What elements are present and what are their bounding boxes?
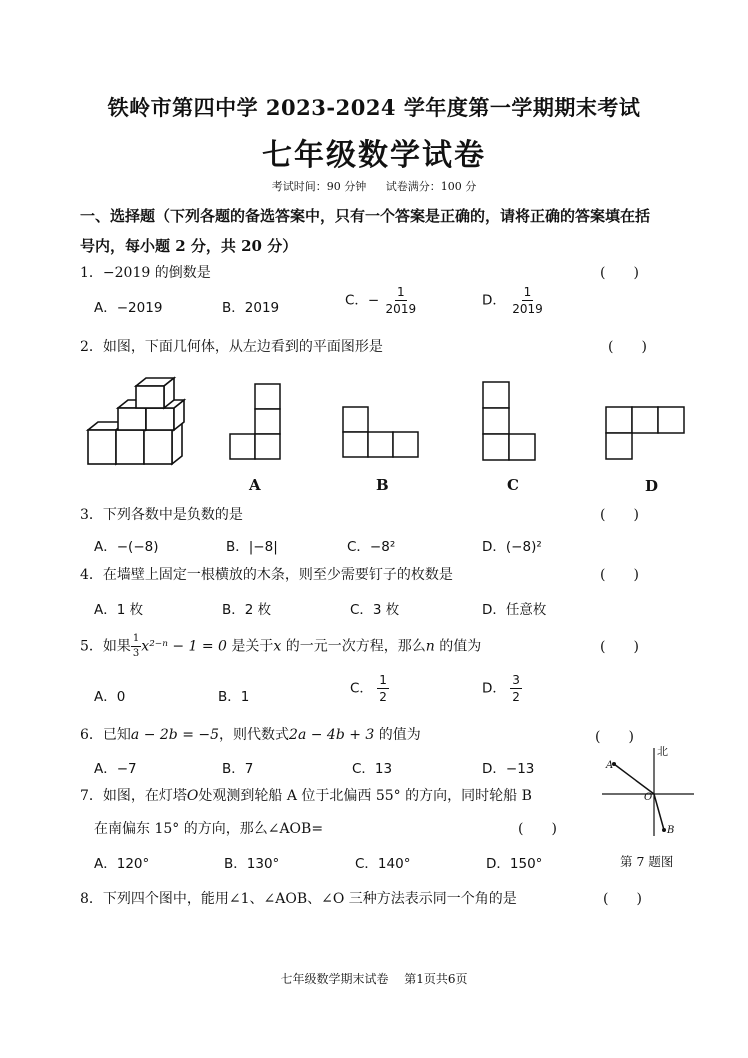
- q5-option-c-fraction: [377, 674, 389, 703]
- q7-figure-label-a: A: [606, 760, 614, 771]
- fraction-denominator: 3: [132, 648, 140, 659]
- exam-score: 试卷满分：100 分: [385, 180, 477, 193]
- q2-option-c-figure[interactable]: [481, 380, 541, 466]
- question-6-text: [80, 724, 421, 744]
- q4-option-d[interactable]: D．任意枚: [482, 602, 547, 618]
- q1-option-d[interactable]: [482, 286, 545, 315]
- q5-post: 的值为: [434, 638, 482, 655]
- answer-paren-3[interactable]: ( ): [600, 507, 639, 523]
- q7-var-o: O: [186, 788, 199, 804]
- q2-label-b: B: [376, 476, 389, 494]
- answer-paren-8[interactable]: ( ): [603, 891, 642, 907]
- question-1-text: 1．−2019 的倒数是: [80, 265, 211, 281]
- q1-option-c[interactable]: [345, 286, 418, 315]
- q5-option-c[interactable]: [350, 674, 389, 703]
- fraction-denominator: 2: [512, 690, 520, 704]
- cube: [136, 378, 174, 408]
- q5-option-c-prefix: C．: [350, 680, 373, 697]
- q6-post: 的值为: [374, 727, 421, 743]
- fraction-denominator: 2019: [512, 302, 543, 316]
- answer-paren-2[interactable]: ( ): [608, 339, 647, 355]
- cube: [116, 430, 144, 464]
- q6-equation: a − 2b = −5: [130, 727, 220, 743]
- q6-mid: ，则代数式: [219, 727, 290, 743]
- exam-school-title: 铁岭市第四中学 2023-2024 学年度第一学期期末考试: [107, 95, 641, 120]
- fraction-numerator: 1: [379, 673, 387, 687]
- q5-mid2: 的一元一次方程，那么: [281, 638, 426, 655]
- question-4-text: 4．在墙壁上固定一根横放的木条，则至少需要钉子的枚数是: [80, 567, 453, 583]
- section-heading-line2: 号内，每小题 2 分，共 20 分）: [80, 237, 298, 255]
- fraction-numerator: 1: [131, 634, 141, 647]
- q7-figure-label-o: O: [644, 792, 653, 803]
- q5-equation: x²⁻ⁿ − 1 = 0: [141, 638, 227, 655]
- q2-option-b-figure[interactable]: [341, 405, 423, 465]
- fraction-denominator: 2019: [385, 302, 417, 316]
- q7-line1-pre: 7．如图，在灯塔: [80, 788, 187, 804]
- question-7-line2: 在南偏东 15° 的方向，那么∠AOB=: [94, 821, 324, 837]
- q2-label-d: D: [645, 477, 659, 495]
- q2-option-a-figure[interactable]: [228, 382, 284, 466]
- fraction-numerator: 1: [523, 285, 532, 299]
- q6-pre: 6．已知: [80, 727, 131, 743]
- q5-var-n: n: [425, 638, 435, 655]
- q6-option-c[interactable]: C．13: [352, 761, 393, 777]
- answer-paren-4[interactable]: ( ): [600, 567, 639, 583]
- question-2-text: 2．如图，下面几何体，从左边看到的平面图形是: [80, 339, 383, 355]
- q3-option-c[interactable]: C．−8²: [347, 539, 396, 555]
- q3-option-b[interactable]: B．|−8|: [226, 539, 278, 555]
- q3-option-a[interactable]: A．−(−8): [94, 539, 159, 555]
- exam-paper-title: 七年级数学试卷: [262, 138, 486, 173]
- answer-paren-5[interactable]: ( ): [600, 639, 639, 655]
- q4-option-c[interactable]: C．3 枚: [350, 602, 400, 618]
- q1-option-d-fraction: [510, 286, 545, 315]
- question-5-text: [80, 634, 481, 659]
- q6-option-a[interactable]: A．−7: [94, 761, 137, 777]
- q1-option-c-fraction: [384, 286, 419, 315]
- q1-option-d-prefix: D．: [482, 292, 506, 309]
- question-8-text: 8．下列四个图中，能用∠1、∠AOB、∠O 三种方法表示同一个角的是: [80, 891, 517, 907]
- fraction-numerator: 1: [397, 285, 405, 299]
- answer-paren-1[interactable]: ( ): [600, 265, 639, 281]
- q5-option-d-fraction: [510, 674, 522, 703]
- q5-mid: 是关于: [226, 638, 274, 655]
- q5-option-d-prefix: D．: [482, 680, 506, 697]
- q1-option-c-prefix: C．−: [345, 292, 380, 309]
- q5-option-d[interactable]: [482, 674, 522, 703]
- q5-option-a[interactable]: A．0: [94, 689, 126, 705]
- q4-option-a[interactable]: A．1 枚: [94, 602, 144, 618]
- q7-option-d[interactable]: D．150°: [486, 856, 543, 872]
- q2-solid-figure: [70, 372, 200, 472]
- exam-time: 考试时间：90 分钟: [271, 180, 367, 193]
- q7-line1-post: 处观测到轮船 A 位于北偏西 55° 的方向，同时轮船 B: [198, 788, 532, 804]
- q5-pre: 5．如果: [80, 638, 131, 655]
- q5-var-x: x: [273, 638, 282, 655]
- q7-option-a[interactable]: A．120°: [94, 856, 150, 872]
- q6-option-d[interactable]: D．−13: [482, 761, 535, 777]
- answer-paren-6[interactable]: ( ): [595, 729, 634, 745]
- q4-option-b[interactable]: B．2 枚: [222, 602, 272, 618]
- q1-option-b[interactable]: B．2019: [222, 300, 280, 316]
- q7-figure-caption: 第 7 题图: [620, 854, 674, 869]
- q3-option-d[interactable]: D．(−8)²: [482, 539, 542, 555]
- section-heading-line1: 一、选择题（下列各题的备选答案中，只有一个答案是正确的，请将正确的答案填在括: [80, 207, 651, 225]
- q7-option-b[interactable]: B．130°: [224, 856, 280, 872]
- q5-fraction: [131, 634, 141, 659]
- q2-label-a: A: [249, 476, 261, 494]
- q7-option-c[interactable]: C．140°: [355, 856, 411, 872]
- q7-figure-label-b: B: [667, 825, 675, 836]
- q1-option-a[interactable]: A．−2019: [94, 300, 163, 316]
- q6-expression: 2a − 4b + 3: [289, 727, 375, 743]
- exam-info: [0, 178, 748, 194]
- page-footer: 七年级数学期末试卷 第1页共6页: [280, 972, 468, 986]
- q7-figure-north-label: 北: [657, 745, 668, 758]
- q2-label-c: C: [507, 476, 519, 494]
- q6-option-b[interactable]: B．7: [222, 761, 254, 777]
- fraction-numerator: 3: [512, 673, 520, 687]
- answer-paren-7[interactable]: ( ): [518, 821, 557, 837]
- question-3-text: 3．下列各数中是负数的是: [80, 507, 243, 523]
- q5-option-b[interactable]: B．1: [218, 689, 250, 705]
- q2-option-d-figure[interactable]: [604, 405, 688, 465]
- fraction-denominator: 2: [379, 690, 387, 704]
- question-7-line1: [80, 785, 532, 805]
